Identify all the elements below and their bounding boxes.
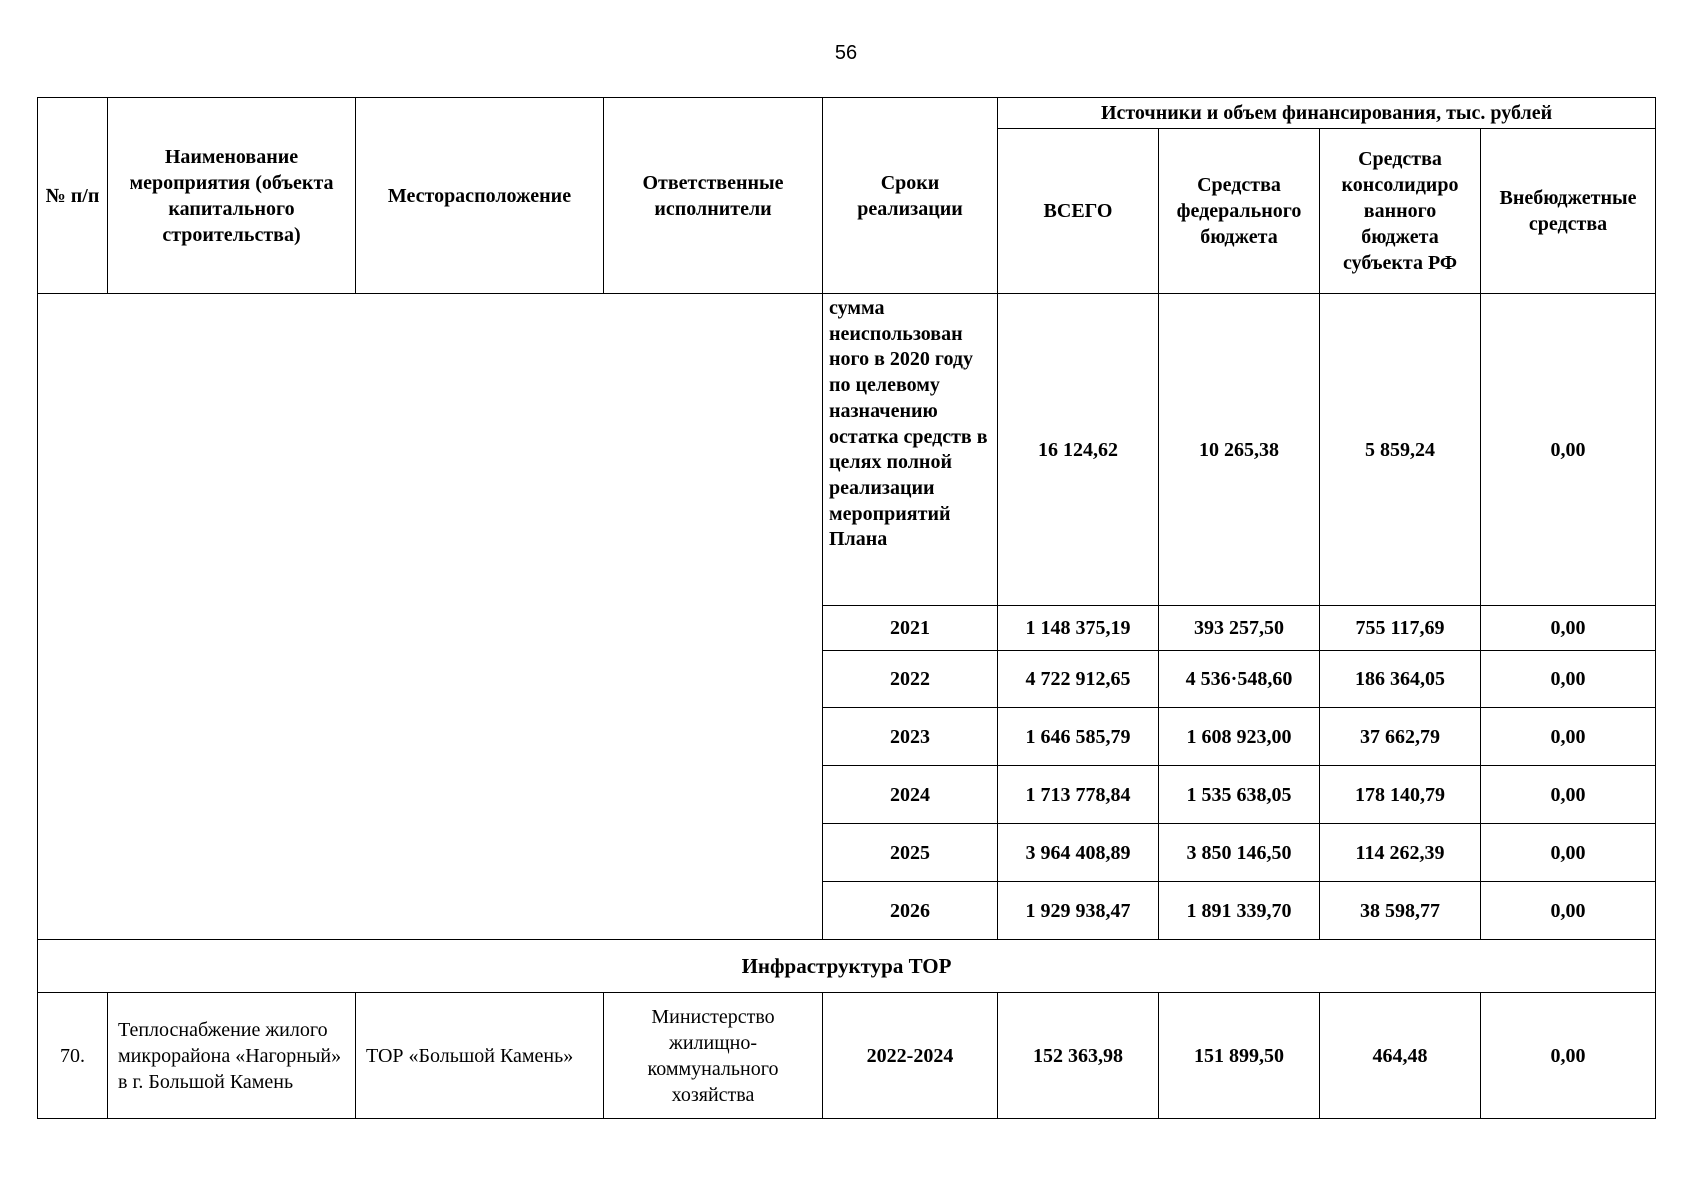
regional-cell: 38 598,77 <box>1320 882 1481 940</box>
extrabudget-cell: 0,00 <box>1481 882 1656 940</box>
regional-cell: 37 662,79 <box>1320 708 1481 766</box>
extrabudget-cell: 0,00 <box>1481 824 1656 882</box>
extrabudget-cell: 0,00 <box>1481 294 1656 606</box>
empty-continuation-block <box>38 294 823 940</box>
regional-cell: 114 262,39 <box>1320 824 1481 882</box>
header-sources-group: Источники и объем финансирования, тыс. рублей <box>998 98 1656 129</box>
total-cell: 1 646 585,79 <box>998 708 1159 766</box>
item-regional: 464,48 <box>1320 993 1481 1119</box>
total-cell: 3 964 408,89 <box>998 824 1159 882</box>
total-cell: 1 929 938,47 <box>998 882 1159 940</box>
item-responsible: Министерство жилищно-коммунального хозяйства <box>604 993 823 1119</box>
total-cell: 4 722 912,65 <box>998 651 1159 708</box>
header-location: Месторасположение <box>356 98 604 294</box>
regional-cell: 755 117,69 <box>1320 606 1481 651</box>
term-cell: 2025 <box>823 824 998 882</box>
item-name: Теплоснабжение жилого микрорайона «Нагорный» в г. Большой Камень <box>108 993 356 1119</box>
federal-cell: 1 891 339,70 <box>1159 882 1320 940</box>
header-num: № п/п <box>38 98 108 294</box>
federal-cell: 393 257,50 <box>1159 606 1320 651</box>
term-cell: 2021 <box>823 606 998 651</box>
federal-cell: 3 850 146,50 <box>1159 824 1320 882</box>
page-number: 56 <box>834 42 858 64</box>
term-cell: сумма неиспользован ного в 2020 году по целевому назначению остатка средств в целях полной реализации мероприятий Плана <box>823 294 998 606</box>
term-cell: 2026 <box>823 882 998 940</box>
section-row <box>38 940 1656 993</box>
item-num: 70. <box>38 993 108 1119</box>
item-term: 2022-2024 <box>823 993 998 1119</box>
header-responsible: Ответственные исполнители <box>604 98 823 294</box>
term-cell: 2022 <box>823 651 998 708</box>
total-cell: 1 148 375,19 <box>998 606 1159 651</box>
regional-cell: 5 859,24 <box>1320 294 1481 606</box>
federal-cell: 4 536·548,60 <box>1159 651 1320 708</box>
table-row <box>38 993 1656 1119</box>
federal-cell: 1 608 923,00 <box>1159 708 1320 766</box>
table-row <box>38 294 1656 606</box>
regional-cell: 186 364,05 <box>1320 651 1481 708</box>
item-federal: 151 899,50 <box>1159 993 1320 1119</box>
header-regional: Средства консолидиро ванного бюджета субъекта РФ <box>1320 129 1481 294</box>
total-cell: 16 124,62 <box>998 294 1159 606</box>
header-extrabudget: Внебюджетные средства <box>1481 129 1656 294</box>
extrabudget-cell: 0,00 <box>1481 708 1656 766</box>
header-name: Наименование мероприятия (объекта капитального строительства) <box>108 98 356 294</box>
header-total: ВСЕГО <box>998 129 1159 294</box>
total-cell: 1 713 778,84 <box>998 766 1159 824</box>
section-title: Инфраструктура ТОР <box>38 940 1656 993</box>
extrabudget-cell: 0,00 <box>1481 651 1656 708</box>
regional-cell: 178 140,79 <box>1320 766 1481 824</box>
header-federal: Средства федерального бюджета <box>1159 129 1320 294</box>
item-extrabudget: 0,00 <box>1481 993 1656 1119</box>
term-cell: 2024 <box>823 766 998 824</box>
financing-table <box>37 97 1656 1119</box>
extrabudget-cell: 0,00 <box>1481 766 1656 824</box>
federal-cell: 10 265,38 <box>1159 294 1320 606</box>
term-cell: 2023 <box>823 708 998 766</box>
header-terms: Сроки реализации <box>823 98 998 294</box>
item-location: ТОР «Большой Камень» <box>356 993 604 1119</box>
federal-cell: 1 535 638,05 <box>1159 766 1320 824</box>
extrabudget-cell: 0,00 <box>1481 606 1656 651</box>
item-total: 152 363,98 <box>998 993 1159 1119</box>
